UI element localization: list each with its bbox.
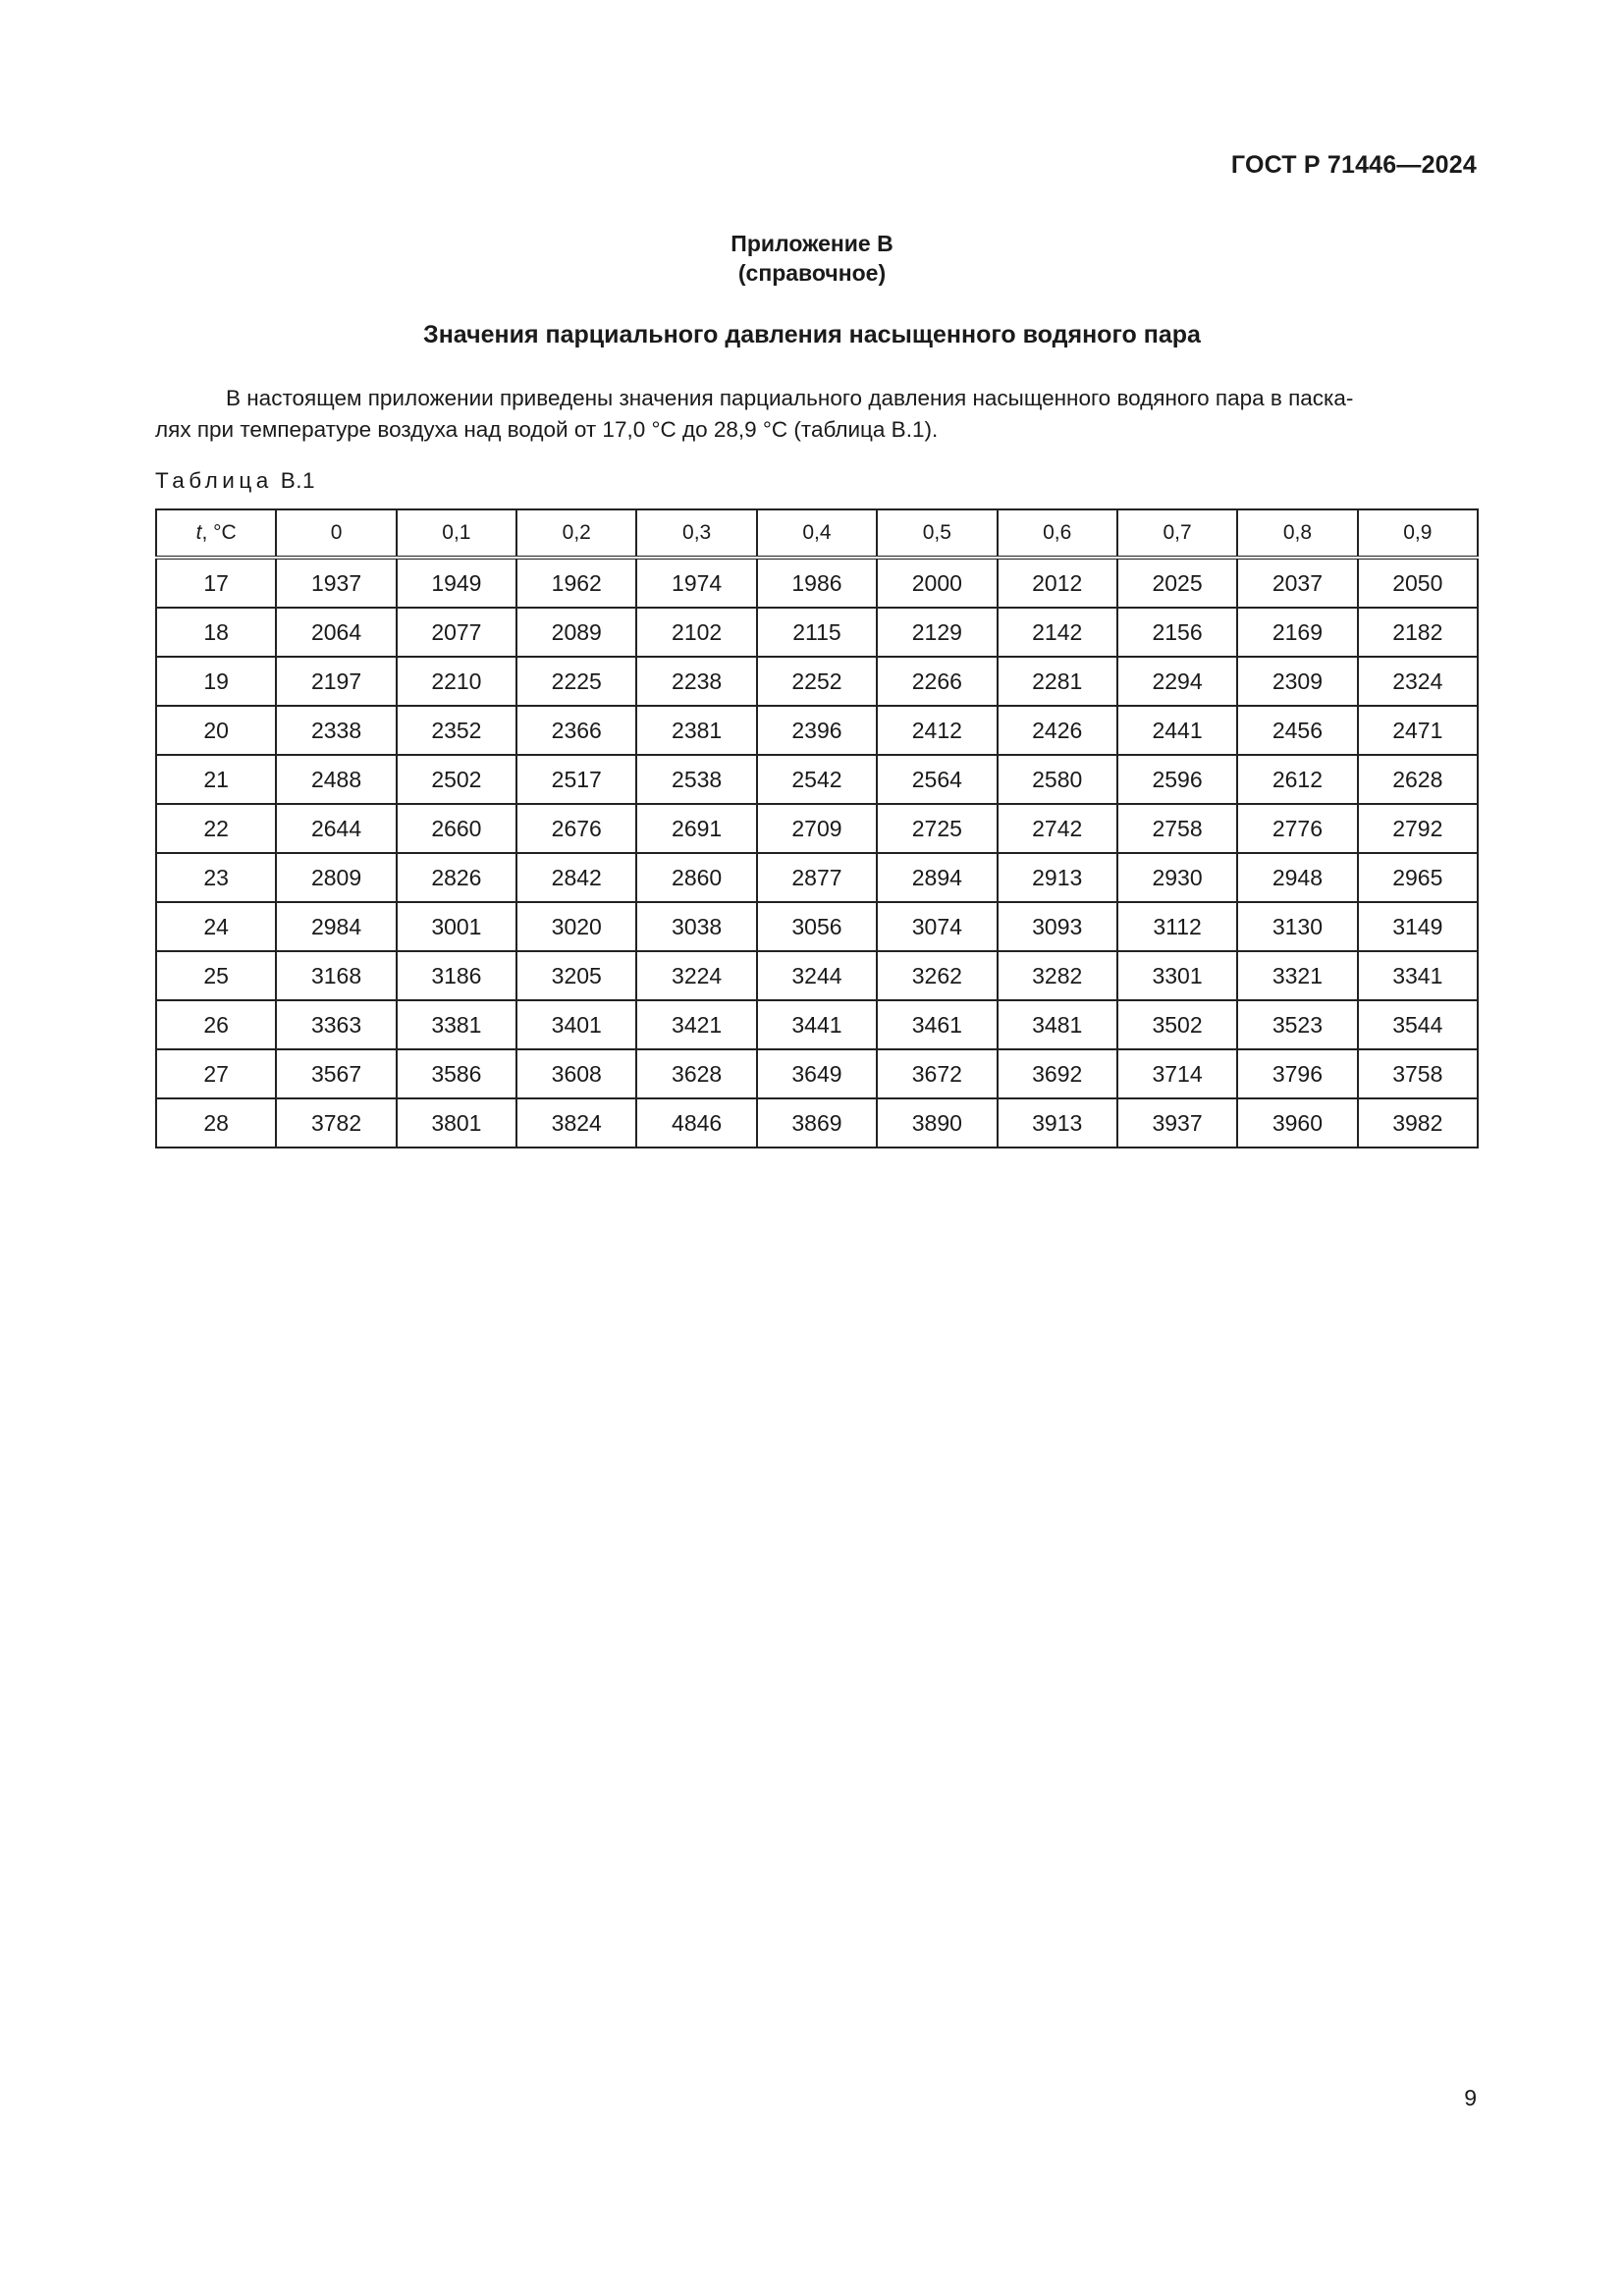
table-cell: 2965 xyxy=(1358,853,1478,902)
table-cell: 2826 xyxy=(397,853,516,902)
row-temperature-cell: 28 xyxy=(156,1098,276,1148)
section-heading: Значения парциального давления насыщенного водяного пара xyxy=(423,321,1201,348)
table-cell: 3074 xyxy=(877,902,997,951)
table-cell: 3381 xyxy=(397,1000,516,1049)
table-cell: 3796 xyxy=(1237,1049,1357,1098)
table-cell: 2366 xyxy=(516,706,636,755)
table-cell: 2860 xyxy=(636,853,756,902)
table-cell: 3205 xyxy=(516,951,636,1000)
header-cell: 0,8 xyxy=(1237,509,1357,558)
table-cell: 3586 xyxy=(397,1049,516,1098)
table-cell: 2894 xyxy=(877,853,997,902)
header-var: t xyxy=(195,521,202,544)
table-cell: 3363 xyxy=(276,1000,396,1049)
header-cell: 0,7 xyxy=(1117,509,1237,558)
table-cell: 2412 xyxy=(877,706,997,755)
table-cell: 1974 xyxy=(636,558,756,608)
table-cell: 2182 xyxy=(1358,608,1478,657)
table-caption xyxy=(155,468,315,494)
table-row xyxy=(156,706,1478,755)
table-cell: 2809 xyxy=(276,853,396,902)
table-cell: 2324 xyxy=(1358,657,1478,706)
table-cell: 2742 xyxy=(998,804,1117,853)
table-cell: 2842 xyxy=(516,853,636,902)
table-cell: 2580 xyxy=(998,755,1117,804)
table-cell: 3714 xyxy=(1117,1049,1237,1098)
table-cell: 3056 xyxy=(757,902,877,951)
table-cell: 3824 xyxy=(516,1098,636,1148)
intro-line-2: лях при температуре воздуха над водой от 17,0 °С до 28,9 °С (таблица В.1). xyxy=(155,417,939,442)
table-cell: 3544 xyxy=(1358,1000,1478,1049)
document-code: ГОСТ Р 71446—2024 xyxy=(1230,151,1477,179)
header-cell-temperature xyxy=(156,509,276,558)
row-temperature-cell: 26 xyxy=(156,1000,276,1049)
table-cell: 1949 xyxy=(397,558,516,608)
table-cell: 2352 xyxy=(397,706,516,755)
table-cell: 3758 xyxy=(1358,1049,1478,1098)
row-temperature-cell: 24 xyxy=(156,902,276,951)
table-cell: 3112 xyxy=(1117,902,1237,951)
table-cell: 2197 xyxy=(276,657,396,706)
table-cell: 2776 xyxy=(1237,804,1357,853)
table-cell: 2142 xyxy=(998,608,1117,657)
table-row xyxy=(156,804,1478,853)
row-temperature-cell: 22 xyxy=(156,804,276,853)
table-cell: 2691 xyxy=(636,804,756,853)
table-cell: 2169 xyxy=(1237,608,1357,657)
table-cell: 3461 xyxy=(877,1000,997,1049)
table-cell: 2644 xyxy=(276,804,396,853)
table-cell: 3020 xyxy=(516,902,636,951)
table-cell: 2930 xyxy=(1117,853,1237,902)
table-cell: 2381 xyxy=(636,706,756,755)
table-cell: 3692 xyxy=(998,1049,1117,1098)
table-row xyxy=(156,608,1478,657)
table-cell: 1962 xyxy=(516,558,636,608)
table-cell: 3608 xyxy=(516,1049,636,1098)
table-cell: 3341 xyxy=(1358,951,1478,1000)
table-cell: 3168 xyxy=(276,951,396,1000)
table-cell: 2709 xyxy=(757,804,877,853)
table-cell: 4846 xyxy=(636,1098,756,1148)
row-temperature-cell: 19 xyxy=(156,657,276,706)
table-cell: 2000 xyxy=(877,558,997,608)
table-cell: 2676 xyxy=(516,804,636,853)
appendix-label: Приложение В xyxy=(731,231,893,256)
table-cell: 2281 xyxy=(998,657,1117,706)
header-cell: 0,5 xyxy=(877,509,997,558)
row-temperature-cell: 27 xyxy=(156,1049,276,1098)
table-cell: 2792 xyxy=(1358,804,1478,853)
table-cell: 3421 xyxy=(636,1000,756,1049)
table-row xyxy=(156,657,1478,706)
table-cell: 3672 xyxy=(877,1049,997,1098)
table-row xyxy=(156,1098,1478,1148)
header-cell: 0 xyxy=(276,509,396,558)
table-cell: 2252 xyxy=(757,657,877,706)
table-cell: 2129 xyxy=(877,608,997,657)
table-cell: 3782 xyxy=(276,1098,396,1148)
table-cell: 2502 xyxy=(397,755,516,804)
table-cell: 2309 xyxy=(1237,657,1357,706)
table-cell: 2156 xyxy=(1117,608,1237,657)
table-cell: 1986 xyxy=(757,558,877,608)
table-cell: 3321 xyxy=(1237,951,1357,1000)
table-cell: 2266 xyxy=(877,657,997,706)
table-header-row xyxy=(156,509,1478,558)
table-cell: 2564 xyxy=(877,755,997,804)
table-cell: 2538 xyxy=(636,755,756,804)
table-cell: 2488 xyxy=(276,755,396,804)
row-temperature-cell: 17 xyxy=(156,558,276,608)
pressure-table xyxy=(155,508,1479,1148)
table-cell: 3262 xyxy=(877,951,997,1000)
table-cell: 3038 xyxy=(636,902,756,951)
header-cell: 0,2 xyxy=(516,509,636,558)
table-cell: 2102 xyxy=(636,608,756,657)
table-cell: 2238 xyxy=(636,657,756,706)
table-cell: 3130 xyxy=(1237,902,1357,951)
table-cell: 2115 xyxy=(757,608,877,657)
table-cell: 2064 xyxy=(276,608,396,657)
table-cell: 2077 xyxy=(397,608,516,657)
table-row xyxy=(156,1049,1478,1098)
row-temperature-cell: 21 xyxy=(156,755,276,804)
table-cell: 2913 xyxy=(998,853,1117,902)
intro-line-1: В настоящем приложении приведены значения парциального давления насыщенного водяного пара в паска- xyxy=(226,386,1354,410)
table-cell: 3224 xyxy=(636,951,756,1000)
appendix-title xyxy=(0,229,1624,288)
page-number: 9 xyxy=(1464,2085,1477,2110)
table-cell: 2471 xyxy=(1358,706,1478,755)
table-cell: 2456 xyxy=(1237,706,1357,755)
appendix-type: (справочное) xyxy=(737,260,887,286)
table-cell: 3282 xyxy=(998,951,1117,1000)
table-cell: 2517 xyxy=(516,755,636,804)
table-cell: 3960 xyxy=(1237,1098,1357,1148)
table-cell: 2725 xyxy=(877,804,997,853)
row-temperature-cell: 25 xyxy=(156,951,276,1000)
table-cell: 3001 xyxy=(397,902,516,951)
table-caption-number: В.1 xyxy=(280,468,316,493)
table-cell: 2758 xyxy=(1117,804,1237,853)
table-cell: 2225 xyxy=(516,657,636,706)
table-cell: 3890 xyxy=(877,1098,997,1148)
table-cell: 2596 xyxy=(1117,755,1237,804)
table-cell: 2628 xyxy=(1358,755,1478,804)
table-cell: 2089 xyxy=(516,608,636,657)
table-caption-word: Таблица xyxy=(155,468,273,493)
header-cell: 0,3 xyxy=(636,509,756,558)
table-cell: 2612 xyxy=(1237,755,1357,804)
table-row xyxy=(156,755,1478,804)
table-cell: 3801 xyxy=(397,1098,516,1148)
table-row xyxy=(156,951,1478,1000)
header-unit: , °С xyxy=(201,521,237,544)
table-cell: 2426 xyxy=(998,706,1117,755)
table-cell: 3913 xyxy=(998,1098,1117,1148)
table-cell: 3301 xyxy=(1117,951,1237,1000)
table-cell: 3937 xyxy=(1117,1098,1237,1148)
table-cell: 3401 xyxy=(516,1000,636,1049)
row-temperature-cell: 18 xyxy=(156,608,276,657)
table-row xyxy=(156,558,1478,608)
table-cell: 2037 xyxy=(1237,558,1357,608)
table-row xyxy=(156,902,1478,951)
table-cell: 2294 xyxy=(1117,657,1237,706)
table-cell: 3869 xyxy=(757,1098,877,1148)
table-cell: 3567 xyxy=(276,1049,396,1098)
table-cell: 3649 xyxy=(757,1049,877,1098)
table-cell: 2660 xyxy=(397,804,516,853)
table-cell: 3093 xyxy=(998,902,1117,951)
table-cell: 3523 xyxy=(1237,1000,1357,1049)
header-cell: 0,4 xyxy=(757,509,877,558)
row-temperature-cell: 23 xyxy=(156,853,276,902)
table-cell: 3441 xyxy=(757,1000,877,1049)
table-cell: 2210 xyxy=(397,657,516,706)
table-cell: 2050 xyxy=(1358,558,1478,608)
table-cell: 2948 xyxy=(1237,853,1357,902)
table-cell: 2984 xyxy=(276,902,396,951)
table-row xyxy=(156,853,1478,902)
table-cell: 3502 xyxy=(1117,1000,1237,1049)
table-body xyxy=(156,558,1478,1148)
table-cell: 3481 xyxy=(998,1000,1117,1049)
table-cell: 2877 xyxy=(757,853,877,902)
table-cell: 3186 xyxy=(397,951,516,1000)
table-cell: 2012 xyxy=(998,558,1117,608)
header-cell: 0,9 xyxy=(1358,509,1478,558)
table-row xyxy=(156,1000,1478,1049)
table-cell: 3982 xyxy=(1358,1098,1478,1148)
table-cell: 2542 xyxy=(757,755,877,804)
table-cell: 2441 xyxy=(1117,706,1237,755)
header-cell: 0,6 xyxy=(998,509,1117,558)
header-cell: 0,1 xyxy=(397,509,516,558)
intro-paragraph xyxy=(155,383,1477,446)
table-cell: 3628 xyxy=(636,1049,756,1098)
table-cell: 2338 xyxy=(276,706,396,755)
table-cell: 3244 xyxy=(757,951,877,1000)
table-cell: 2025 xyxy=(1117,558,1237,608)
table-cell: 2396 xyxy=(757,706,877,755)
table-cell: 1937 xyxy=(276,558,396,608)
row-temperature-cell: 20 xyxy=(156,706,276,755)
table-cell: 3149 xyxy=(1358,902,1478,951)
